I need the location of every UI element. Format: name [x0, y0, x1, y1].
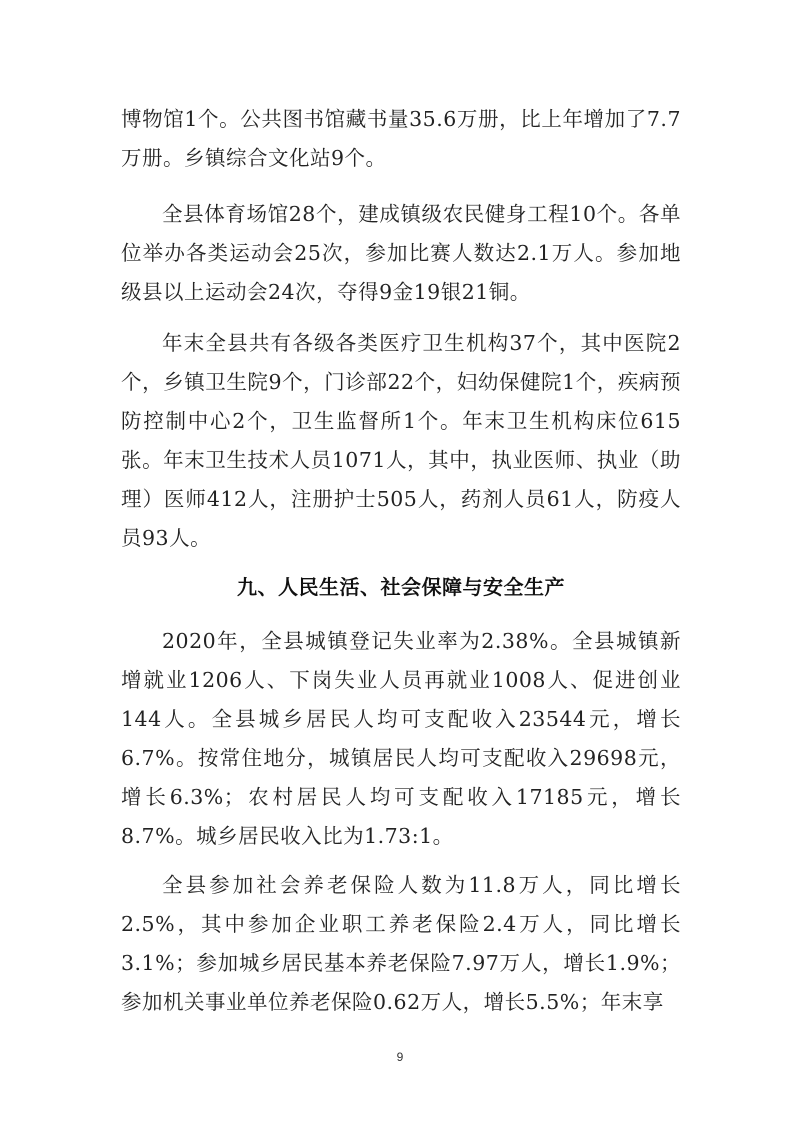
paragraph-social-insurance: 全县参加社会养老保险人数为11.8万人，同比增长2.5%，其中参加企业职工养老保险2.4万人，同比增长3.1%；参加城乡居民基本养老保险7.97万人，增长1.9%；参加机关事业单位养老保险0.62万人，增长5.5%；年末享 [121, 873, 681, 1014]
paragraph-living-standards: 2020年，全县城镇登记失业率为2.38%。全县城镇新增就业1206人、下岗失业人员再就业1008人、促进创业144人。全县城乡居民人均可支配收入23544元，增长6.7%。按常住地分，城镇居民人均可支配收入29698元，增长6.3%；农村居民人均可支配收入17185元，增长8.7%。城乡居民收入比为1.73:1。 [121, 629, 681, 848]
paragraph-health: 年末全县共有各级各类医疗卫生机构37个，其中医院2个，乡镇卫生院9个，门诊部22个，妇幼保健院1个，疾病预防控制中心2个，卫生监督所1个。年末卫生机构床位615张。年末卫生技术人员1071人，其中，执业医师、执业（助理）医师412人，注册护士505人，药剂人员61人，防疫人员93人。 [121, 331, 681, 550]
section-heading: 九、人民生活、社会保障与安全生产 [237, 575, 565, 599]
paragraph-culture-facilities: 博物馆1个。公共图书馆藏书量35.6万册，比上年增加了7.7万册。乡镇综合文化站9个。 [121, 107, 681, 170]
paragraph-sports: 全县体育场馆28个，建成镇级农民健身工程10个。各单位举办各类运动会25次，参加比赛人数达2.1万人。参加地级县以上运动会24次，夺得9金19银21铜。 [121, 202, 681, 304]
page-number: 9 [396, 1050, 404, 1064]
